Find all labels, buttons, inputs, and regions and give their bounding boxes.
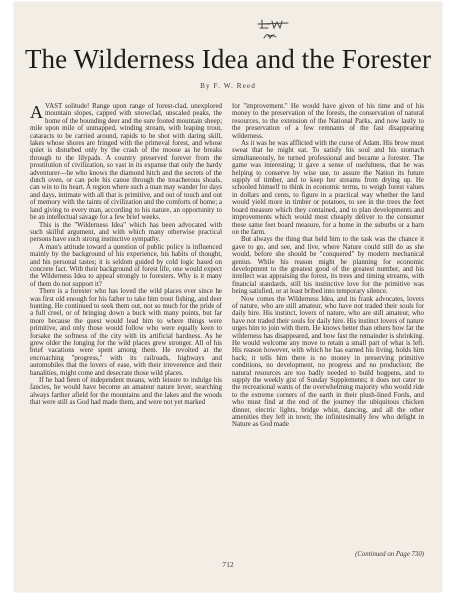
paragraph-text: VAST solitude! Range upon range of forest-clad, unexplored mountain slopes, capped with snowclad, unscaled peaks, the home of the bounding deer and the sure footed mountain sheep; mile upon mile of unmapped, winding stream, with leaping trout, cataracts to be carried around, rapids to be shot with daring skill, lakes whose shores are fringed with the primeval forest, and whose quiet is disturbed only by the crash of the moose as he breaks through to the lilypads. A country preserved forever from the prostitution of civilization, so vast in its expanse that only the hardy adventurer—he who knows the diamond hitch and the secrets of the dutch oven, or can pole his canoe through the treacherous shoals, can win to its heart. A region where such a man may wander for days and days, intimate with all that is primitive, and out of touch and out of memory with the taints of civilization and the comforts of home; a land giving to every man, according to his nature, an opportunity to be an intellectual savage for a few brief weeks. <box>30 103 222 222</box>
paragraph <box>30 103 222 222</box>
paragraph: A man's attitude toward a question of public policy is influenced mainly by the background of his experience, his habits of thought, and his personal tastes; it is seldom guided by cold logic based on concrete fact. With their background of forest life, one would expect the Wilderness Idea to appeal strongly to foresters. Why is it many of them do not support it? <box>30 242 222 288</box>
continued-note: (Continued on Page 730) <box>355 551 424 558</box>
paragraph: for "improvement." He would have given of his time and of his money to the preservation of the forests, the conservation of natural resources, to the extension of the National Parks, and now lastly to the preservation of a few remnants of the fast disappearing wilderness. <box>232 103 424 140</box>
page-number: 712 <box>222 560 234 569</box>
paragraph: If he had been of independent means, with leisure to indulge his fancies, he would have become an amateur nature lover, searching always farther afield for the mountains and the lakes and the woods that were still as God had made them, and were not yet marked <box>30 376 222 407</box>
drop-cap: A <box>30 103 43 122</box>
paragraph: Now comes the Wilderness Idea, and its frank advocates, lovers of nature, who are still amateur, who have not traded their souls for daily hire. His instinct, lovers of nature, who are still amateur, who have not traded their souls for daily hire. His instinct lovers of nature urges him to join with them. He knows better than others how far the wilderness has disappeared, and how fast the remainder is shrinking. He would welcome any move to retain a small part of what is left. His reason however, with which he has earned his living, holds him back; it tells him there is no money in preserving primitive conditions, no development, no progress and no production; the natural resources are too badly needed to build hogpens, and to supply the weekly gist of Sunday Supplements; it does not cater to the recreational wants of the overwhelming majority who would ride to the extreme corners of the earth in their plush-lined Fords, and who must find at the end of the journey the ubiquitous chicken dinner, electric lights, bridge whist, dancing, and all the other amenities they left in town; the infinitesimally few who delight in Nature as God made <box>232 294 424 429</box>
paragraph: But always the thing that held him to the task was the chance it gave to go, and see, and live, where Nature could still do as she would, before she should be "conquered" by modern mechanical genius. While his reason might be planning for economic development to the greatest good of the greatest number, and his intellect was appraising the forest, its trees and timing streams, with financial standards, still his instinctive love for the primitive was being satisfied, or at least bribed into temporary silence. <box>232 235 424 296</box>
paragraph: As it was he was afflicted with the curse of Adam. His brow must sweat that he might eat. To satisfy his soul and his stomach simultaneously, he turned professional and became a forester. The game was interesting; it gave a sense of usefulness, that he was helping to conserve by wise use, to assure the Nation its future supply of timber, and to keep her streams from drying up. He schooled himself to think in economic terms, to weigh forest values in dollars and cents, to figure in a practical way whether the land would yield more in timber or potatoes, to see in the trees the feet board measure which they contained, and to plan developments and improvements which would most cheaply deliver to the consumer these same feet board measure, for a home in the suburbs or a barn on the farm. <box>232 139 424 236</box>
handwritten-note <box>254 14 306 44</box>
paragraph: This is the "Wilderness Idea" which has been advocated with such skilful argument, and with which many otherwise practical persons have such strong instinctive sympathy. <box>30 220 222 244</box>
byline: By F. W. Reed <box>200 82 256 90</box>
article-title: The Wilderness Idea and the Forester <box>24 44 432 74</box>
paragraph: There is a forester who has loved the wild places ever since he was first old enough for his father to take him trout fishing, and deer hunting. He continued to seek them out, not so much for the pride of a full creel, or of bringing down a buck with many points, but far more because the quest would lead him to where things were primitive, and only those would follow who were equally keen to forsake the softness of the city with its artificial hardness. As he grew older the longing for the wild places grew stronger. All of his brief vacations were spent among them. He revolted at the encroaching "progress," with its railroads, highways and automobiles that the lovers of ease, with their irreverence and their banalities, might come and desecrate those wild places. <box>30 287 222 377</box>
right-column <box>232 103 424 555</box>
left-column <box>30 103 222 555</box>
